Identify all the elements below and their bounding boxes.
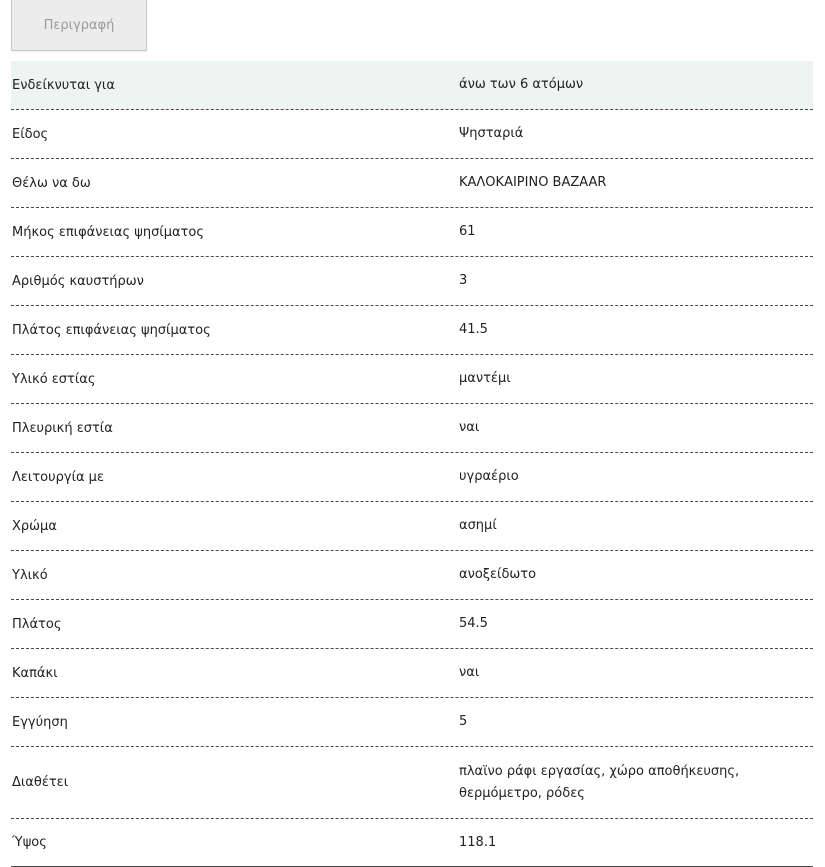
spec-row xyxy=(11,747,813,819)
spec-row xyxy=(11,453,813,502)
spec-value: ΚΑΛΟΚΑΙΡΙΝΟ BAZAAR xyxy=(459,175,607,190)
spec-row xyxy=(11,551,813,600)
spec-row xyxy=(11,698,813,747)
tab-bar xyxy=(11,0,147,52)
spec-value: ανοξείδωτο xyxy=(459,567,537,582)
spec-label: Χρώμα xyxy=(12,518,57,534)
spec-value: Ψησταριά xyxy=(459,126,524,141)
spec-label: Πλευρική εστία xyxy=(12,420,113,436)
spec-row xyxy=(11,649,813,698)
spec-value: ναι xyxy=(459,420,480,435)
spec-row xyxy=(11,819,813,867)
spec-label: Ενδείκνυται για xyxy=(12,77,115,93)
spec-value: 41.5 xyxy=(459,322,488,337)
spec-row xyxy=(11,355,813,404)
spec-value: 5 xyxy=(459,714,468,729)
spec-label: Πλάτος επιφάνειας ψησίματος xyxy=(12,322,211,338)
spec-label: Λειτουργία με xyxy=(12,469,104,485)
spec-label: Αριθμός καυστήρων xyxy=(12,273,144,289)
spec-row xyxy=(11,159,813,208)
spec-value: 118.1 xyxy=(459,834,497,850)
spec-value: 54.5 xyxy=(459,616,488,631)
spec-value: ασημί xyxy=(459,518,497,533)
spec-label: Υλικό εστίας xyxy=(12,371,96,387)
spec-value: ναι xyxy=(459,665,480,680)
spec-value: άνω των 6 ατόμων xyxy=(459,77,584,92)
spec-value: υγραέριο xyxy=(459,469,519,484)
spec-table xyxy=(11,61,813,867)
spec-value: μαντέμι xyxy=(459,371,511,386)
spec-row xyxy=(11,208,813,257)
spec-label: Υλικό xyxy=(12,567,48,583)
spec-row xyxy=(11,404,813,453)
spec-value: πλαϊνο ράφι εργασίας, χώρο αποθήκευσης, θερμόμετρο, ρόδες xyxy=(459,763,740,801)
spec-label: Πλάτος xyxy=(12,616,62,632)
tab-description[interactable]: Περιγραφή xyxy=(11,0,147,51)
spec-row xyxy=(11,257,813,306)
spec-row xyxy=(11,600,813,649)
spec-label: Θέλω να δω xyxy=(12,175,91,191)
spec-row xyxy=(11,61,813,110)
spec-label: Μήκος επιφάνειας ψησίματος xyxy=(12,224,204,240)
spec-row xyxy=(11,110,813,159)
spec-label: Διαθέτει xyxy=(12,775,69,790)
spec-row xyxy=(11,502,813,551)
spec-label: Εγγύηση xyxy=(12,714,68,730)
spec-label: Είδος xyxy=(12,126,49,142)
spec-value: 61 xyxy=(459,224,476,239)
spec-label: Ύψος xyxy=(12,835,47,850)
spec-value: 3 xyxy=(459,273,468,288)
spec-label: Καπάκι xyxy=(12,665,58,681)
spec-row xyxy=(11,306,813,355)
